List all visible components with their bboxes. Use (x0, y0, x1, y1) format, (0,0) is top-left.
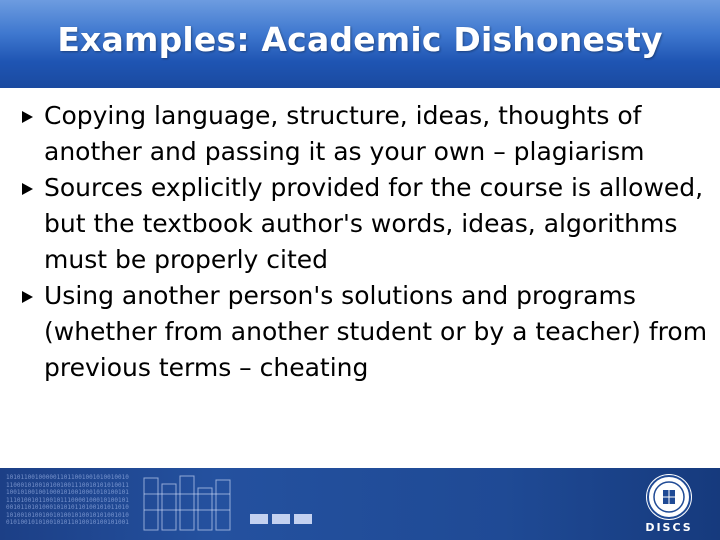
bullet-item (20, 98, 710, 170)
blocks-decoration (142, 474, 252, 534)
footer-banner (0, 468, 720, 540)
stacked-bars-decoration (250, 512, 312, 526)
title-bar (0, 0, 720, 88)
bullet-text: Copying language, structure, ideas, thoughts of another and passing it as your own – plagiarism (44, 101, 645, 166)
bullet-text: Using another person's solutions and programs (whether from another student or by a teacher) from previous terms – cheating (44, 281, 708, 382)
discs-seal-icon (646, 474, 692, 520)
triangle-bullet-icon (22, 183, 33, 195)
bullet-item (20, 170, 710, 278)
bullet-text: Sources explicitly provided for the course is allowed, but the textbook author's words, ideas, algorithms must be properly cited (44, 173, 704, 274)
discs-logo-label: DISCS (645, 521, 693, 534)
triangle-bullet-icon (22, 111, 33, 123)
slide-title: Examples: Academic Dishonesty (57, 20, 663, 59)
triangle-bullet-icon (22, 291, 33, 303)
bullet-item (20, 278, 710, 386)
binary-pattern-decoration: 1010110010000011011001001010010010 1100010100101001001110010101010011 1001010010010001010010001010100101 1110100101100101110000100010100101 0010110101000101010110100101011010 1010010100100101001010010101001010 0101001010100101011010010100101001 (6, 474, 129, 526)
bullet-list (20, 98, 710, 386)
